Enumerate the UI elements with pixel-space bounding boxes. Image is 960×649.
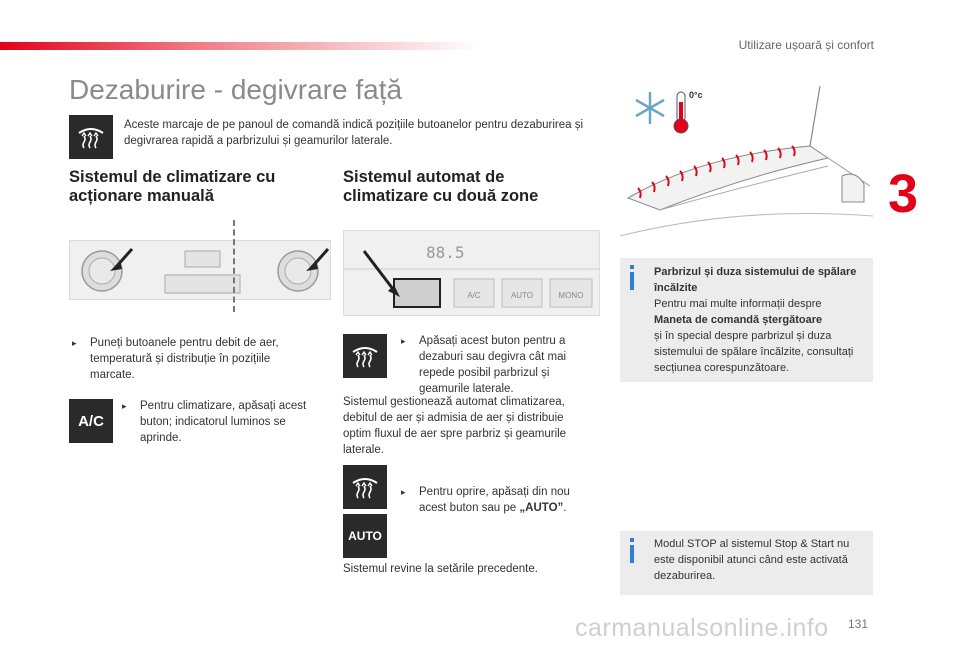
panel-button-mono[interactable]: MONO (558, 291, 584, 300)
auto-icon: AUTO (343, 514, 387, 558)
panel-button-ac[interactable]: A/C (467, 291, 481, 300)
defrost-icon (69, 115, 113, 159)
intro-text: Aceste marcaje de pe panoul de comandă indică pozițiile butoanelor pentru dezaburirea și degivrarea rapidă a parbrizului și geamurilor laterale. (124, 119, 584, 147)
info-box-1-text: Parbrizul și duza sistemului de spălare încălzite Pentru mai multe informații despre Maneta de comandă ștergătoare și în special despre parbrizul și duza sistemului de spălare încălzite, consultați secțiunea corespunzătoare. (654, 266, 857, 374)
panel-separator (233, 220, 235, 312)
manual-heading: Sistemul de climatizare cu acționare manuală (69, 168, 276, 205)
defrost-icon (343, 334, 387, 378)
ac-icon: A/C (69, 399, 113, 443)
info-box-heated-windscreen (620, 258, 873, 382)
info-icon-dot (630, 265, 634, 269)
defrost-icon (343, 465, 387, 509)
manual-control-panel (69, 240, 331, 300)
chapter-number: 3 (888, 164, 919, 224)
panel-button-auto[interactable]: AUTO (510, 291, 534, 300)
manual-bullet-2: ▸ Pentru climatizare, apăsați acest buton; indicatorul luminos se aprinde. (122, 400, 307, 444)
page-title: Dezaburire - degivrare față (69, 74, 403, 105)
info-icon (630, 545, 634, 563)
page-number: 131 (847, 617, 868, 631)
temperature-display: 88.5 (426, 243, 465, 262)
auto-paragraph: Sistemul gestionează automat climatizarea, debitul de aer și admisia de aer și distribuie optim fluxul de aer spre parbriz și geamurile laterale. (343, 396, 567, 456)
windshield-illustration (620, 86, 873, 246)
auto-bullet-1: ▸ Apăsați acest buton pentru a dezaburi sau degivra cât mai repede posibil parbrizul și geamurile laterale. (401, 335, 567, 395)
header-accent-bar (0, 42, 480, 50)
info-icon (630, 272, 634, 290)
auto-control-panel (343, 230, 600, 316)
auto-footer: Sistemul revine la setările precedente. (343, 563, 538, 575)
info-box-2-text: Modul STOP al sistemul Stop & Start nu este disponibil atunci când este activată dezaburirea. (654, 538, 850, 582)
info-box-stop-start (620, 531, 873, 595)
auto-heading: Sistemul automat de climatizare cu două zone (343, 168, 539, 205)
watermark: carmanualsonline.info (575, 614, 829, 642)
info-icon-dot (630, 538, 634, 542)
auto-bullet-2: ▸ Pentru oprire, apăsați din nou acest buton sau pe „AUTO”. (401, 486, 570, 514)
manual-bullet-1: ▸ Puneți butoanele pentru debit de aer, temperatură și distribuție în pozițiile marcate. (72, 337, 279, 381)
section-title: Utilizare ușoară și confort (738, 38, 874, 52)
temperature-label: 0°c (689, 90, 703, 100)
